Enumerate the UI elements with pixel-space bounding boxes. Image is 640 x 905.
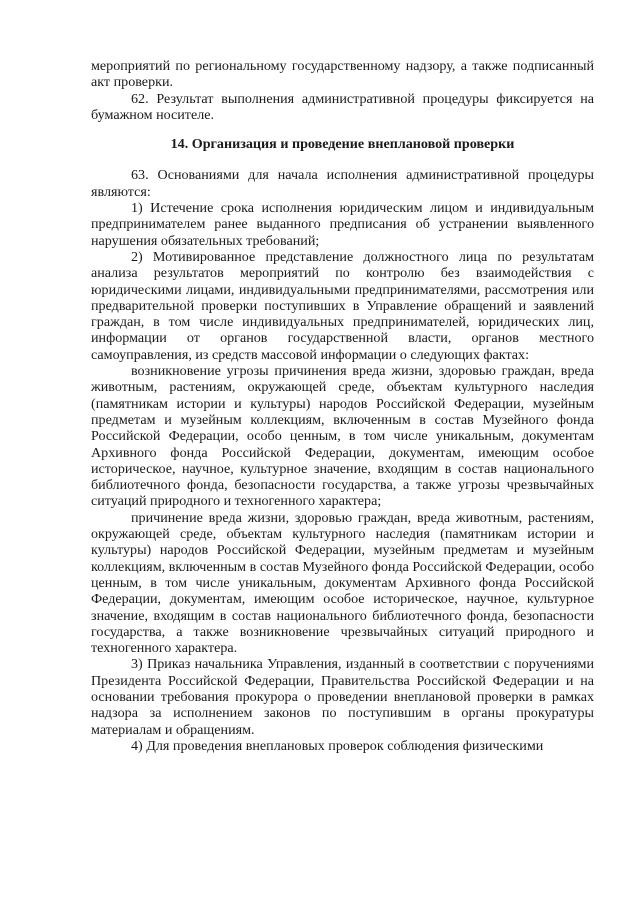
document-page — [91, 58, 594, 754]
paragraph-63: 63. Основаниями для начала исполнения административной процедуры являются: — [91, 167, 594, 200]
paragraph-continuation: мероприятий по региональному государственному надзору, а также подписанный акт проверки. — [91, 58, 594, 91]
paragraph-fact-harm: причинение вреда жизни, здоровью граждан, вреда животным, растениям, окружающей среде, объектам культурного наследия (памятникам истории и культуры) народов Российской Федерации, музейным предметам и музейным коллекциям, включенным в состав Музейного фонда Российской Федерации, особо ценным, в том числе уникальным, документам Архивного фонда Российской Федерации, документам, имеющим особое историческое, научное, культурное значение, входящим в состав национального библиотечного фонда, безопасности государства, а также возникновение чрезвычайных ситуаций природного и техногенного характера. — [91, 509, 594, 657]
paragraph-63-item-4: 4) Для проведения внеплановых проверок соблюдения физическими — [131, 737, 544, 754]
paragraph-62: 62. Результат выполнения административной процедуры фиксируется на бумажном носителе. — [91, 90, 594, 123]
paragraph-fact-threat: возникновение угрозы причинения вреда жизни, здоровью граждан, вреда животным, растениям, окружающей среде, объектам культурного наследия (памятникам истории и культуры) народов Российской Федерации, музейным предметам и музейным коллекциям, включенным в состав Музейного фонда Российской Федерации, особо ценным, в том числе уникальным, документам Архивного фонда Российской Федерации, документам, имеющим особое историческое, научное, культурное значение, входящим в состав национального библиотечного фонда, безопасности государства, а также угрозы чрезвычайных ситуаций природного и техногенного характера; — [91, 363, 594, 510]
paragraph-63-item-1: 1) Истечение срока исполнения юридическим лицом и индивидуальным предпринимателем ранее выданного предписания об устранении выявленного нарушения обязательных требований; — [91, 200, 594, 249]
paragraph-63-item-2: 2) Мотивированное представление должностного лица по результатам анализа результатов мероприятий по контролю без взаимодействия с юридическими лицами, индивидуальными предпринимателями, рассмотрения или предварительной проверки поступивших в Управление обращений и заявлений граждан, в том числе индивидуальных предпринимателей, юридических лиц, информации от органов государственной власти, органов местного самоуправления, из средств массовой информации о следующих фактах: — [91, 248, 594, 363]
paragraph-63-item-3: 3) Приказ начальника Управления, изданный в соответствии с поручениями Президента Российской Федерации, Правительства Российской Федерации и на основании требования прокурора о проведении внеплановой проверки в рамках надзора за исполнением законов по поступившим в органы прокуратуры материалам и обращениям. — [91, 656, 594, 738]
section-heading: 14. Организация и проведение внеплановой проверки — [170, 136, 515, 153]
